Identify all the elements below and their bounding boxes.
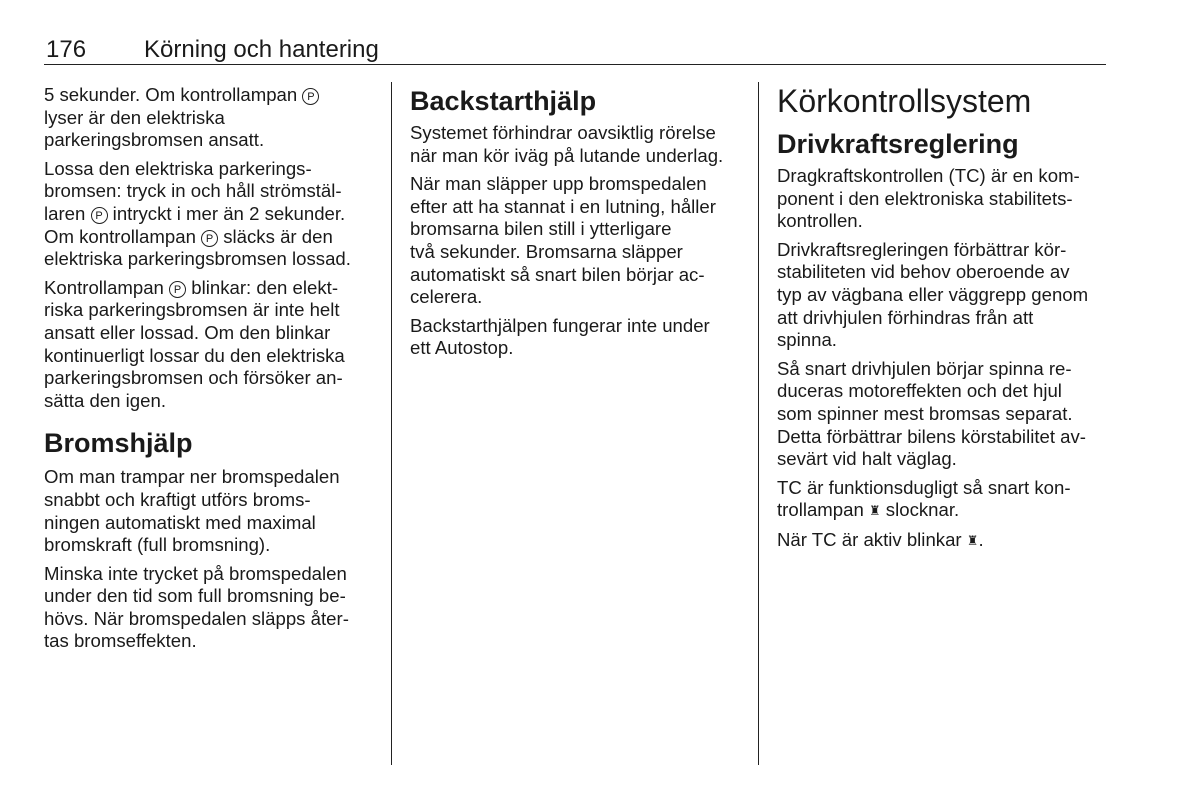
section-heading: Backstarthjälp [410,86,597,116]
paragraph: Dragkraftskontrollen (TC) är en kom- ponent i den elektroniska stabilitets- kontrollen. [777,165,1080,232]
column-divider [758,82,759,765]
traction-control-icon: ♜ [868,503,881,519]
paragraph: Minska inte trycket på bromspedalen under den tid som full bromsning be- hövs. När bromspedalen släpps åter- tas bromseffekten. [44,562,349,652]
text: intryckt i mer än 2 sekunder. Om kontrollampan [44,202,346,247]
column-left [44,84,374,659]
paragraph [777,477,1107,523]
text: lyser är den elektriska parkeringsbromsen ansatt. [44,106,265,151]
parking-brake-icon: P [302,88,319,105]
section-heading: Drivkraftsreglering [777,129,1019,159]
column-divider [391,82,392,765]
paragraph: Så snart drivhjulen börjar spinna re- duceras motoreffekten och det hjul som spinner mest bromsas separat. Detta förbättrar bilens körstabilitet av- sevärt vid halt väglag. [777,357,1086,470]
paragraph: Backstarthjälpen fungerar inte under ett Autostop. [410,314,710,359]
page-header [44,34,1106,65]
page-number: 176 [46,36,87,63]
parking-brake-icon: P [201,230,218,247]
text: När TC är aktiv blinkar [777,528,967,550]
section-heading: Bromshjälp [44,428,193,459]
paragraph [44,84,374,152]
text: släcks är den elektriska parkeringsbromsen lossad. [44,225,351,270]
chapter-title: Körning och hantering [144,36,379,63]
text: TC är funktionsdugligt så snart kon- trollampan [777,476,1071,521]
text: Lossa den elektriska parkerings- bromsen: tryck in och håll strömstäl- laren [44,157,342,224]
chapter-section-title: Körkontrollsystem [777,83,1032,119]
column-right [777,83,1107,559]
text: 5 sekunder. Om kontrollampan [44,84,303,105]
text: . [978,528,984,550]
text: blinkar: den elekt- riska parkeringsbromsen är inte helt ansatt eller lossad. Om den blinkar kontinuerligt lossar du den elektriska parkeringsbromsen och försöker an- sätta den igen. [44,276,345,411]
parking-brake-icon: P [169,281,186,298]
paragraph [44,277,374,413]
paragraph [777,529,1107,553]
paragraph [44,158,374,271]
paragraph: När man släpper upp bromspedalen efter att ha stannat i en lutning, håller bromsarna bilen still i ytterligare två sekunder. Bromsarna släpper automatiskt så snart bilen börjar ac- celerera. [410,173,716,308]
paragraph: Systemet förhindrar oavsiktlig rörelse när man kör iväg på lutande underlag. [410,122,724,166]
column-middle [410,86,740,366]
paragraph: Om man trampar ner bromspedalen snabbt och kraftigt utförs broms- ningen automatiskt med maximal bromskraft (full bromsning). [44,466,340,556]
text: slocknar. [880,499,960,521]
parking-brake-icon: P [91,207,108,224]
traction-control-icon: ♜ [966,532,979,548]
paragraph: Drivkraftsregleringen förbättrar kör- stabiliteten vid behov oberoende av typ av vägbana eller väggrepp genom att drivhjulen förhindras från att spinna. [777,238,1089,351]
text: Kontrollampan [44,276,170,298]
